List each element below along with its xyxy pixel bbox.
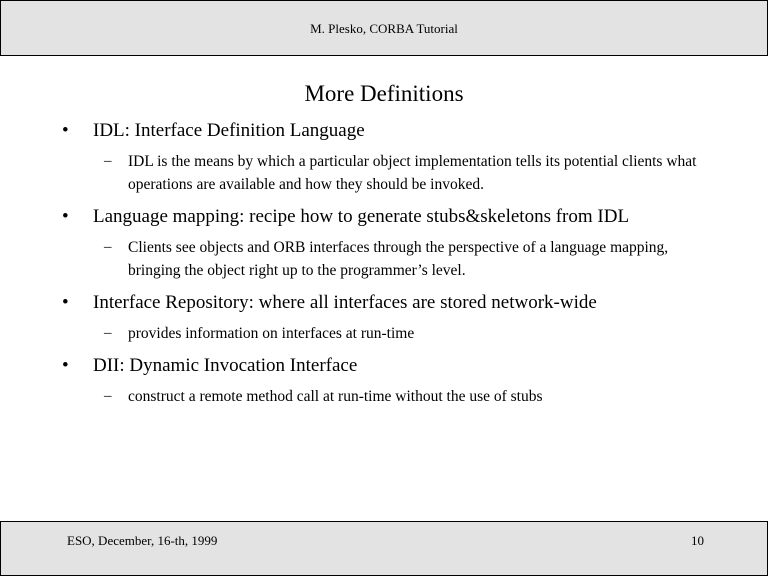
dash-icon: – — [104, 388, 112, 404]
slide-header — [0, 0, 768, 56]
bullet-text: DII: Dynamic Invocation Interface — [93, 355, 358, 376]
bullet-icon: • — [62, 206, 69, 227]
sub-bullet-text: Clients see objects and ORB interfaces through the perspective of a language mapping, bringing the object right up to the programmer’s level. — [128, 239, 669, 279]
sub-bullet-text: IDL is the means by which a particular object implementation tells its potential clients what operations are available and how they should be invoked. — [128, 153, 697, 193]
sub-bullet-item — [62, 385, 722, 408]
sub-bullet-text: construct a remote method call at run-time without the use of stubs — [128, 388, 543, 405]
bullet-text: Interface Repository: where all interfaces are stored network-wide — [93, 292, 597, 313]
bullet-text: Language mapping: recipe how to generate stubs&skeletons from IDL — [93, 206, 630, 227]
sub-bullet-text: provides information on interfaces at run-time — [128, 325, 415, 342]
header-text: M. Plesko, CORBA Tutorial — [310, 21, 458, 36]
bullet-item — [62, 118, 722, 196]
slide-content — [62, 118, 722, 408]
sub-bullet-item — [62, 322, 722, 345]
sub-bullet-item — [62, 236, 722, 282]
dash-icon: – — [104, 325, 112, 341]
sub-bullet-item — [62, 150, 722, 196]
bullet-icon: • — [62, 292, 69, 313]
bullet-icon: • — [62, 355, 69, 376]
dash-icon: – — [104, 239, 112, 255]
page-number: 10 — [691, 533, 704, 548]
bullet-item — [62, 353, 722, 408]
bullet-item — [62, 204, 722, 282]
footer-date: ESO, December, 16-th, 1999 — [67, 533, 218, 548]
dash-icon: – — [104, 153, 112, 169]
bullet-text: IDL: Interface Definition Language — [93, 120, 365, 141]
slide-title: More Definitions — [304, 81, 464, 106]
slide-footer — [0, 521, 768, 576]
bullet-icon: • — [62, 120, 69, 141]
bullet-item — [62, 290, 722, 345]
